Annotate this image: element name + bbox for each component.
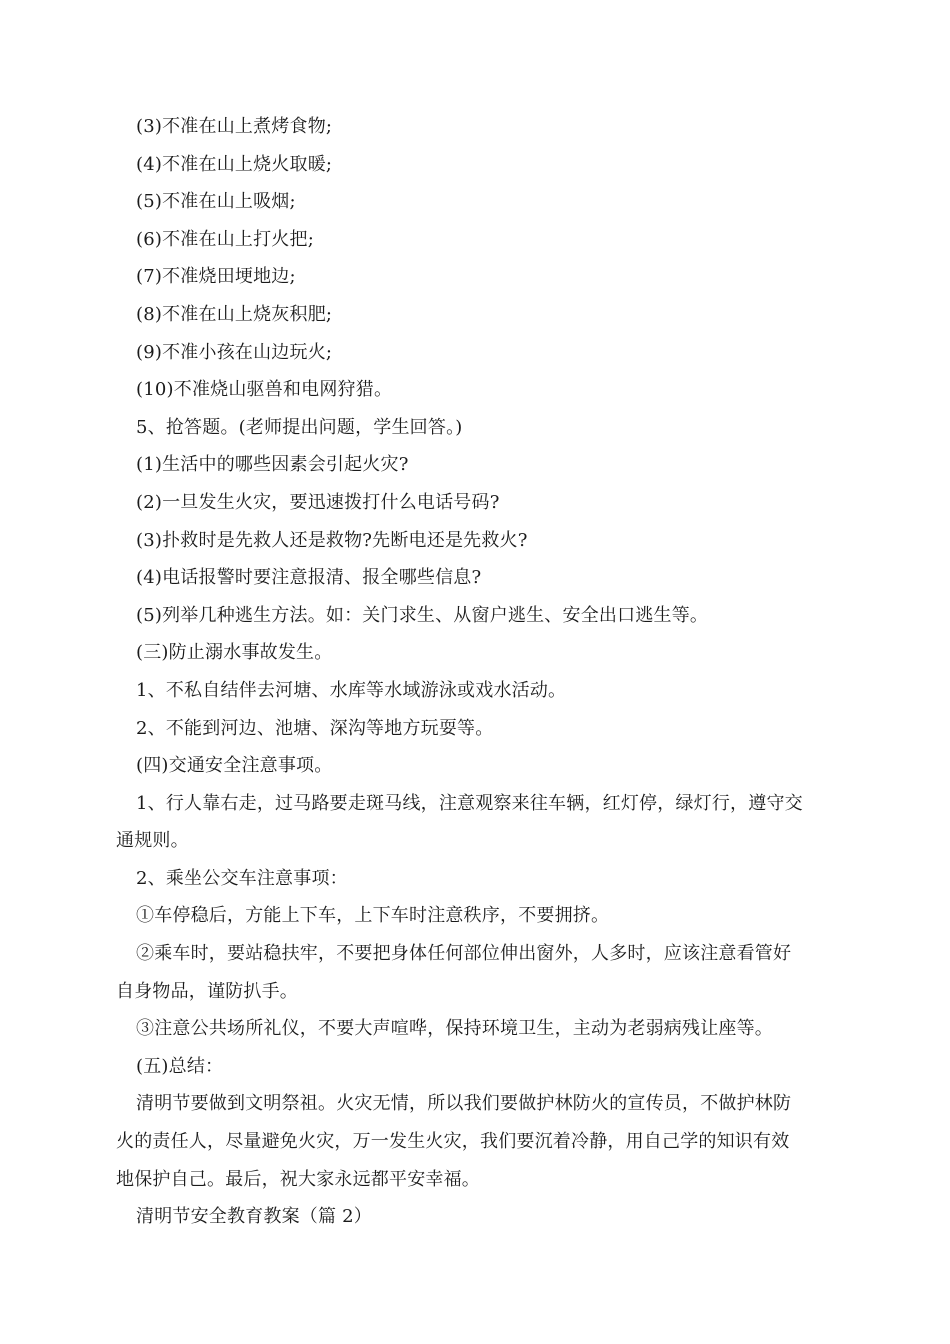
bus-note-1: ①车停稳后，方能上下车，上下车时注意秩序，不要拥挤。	[136, 905, 610, 927]
rule-item-6: (6)不准在山上打火把;	[136, 228, 314, 250]
summary-line-1: 清明节要做到文明祭祖。火灾无情，所以我们要做护林防火的宣传员，不做护林防	[136, 1093, 792, 1115]
rule-item-10: (10)不准烧山驱兽和电网狩猎。	[136, 379, 393, 401]
bus-notes-heading: 2、乘坐公交车注意事项：	[136, 867, 348, 889]
bus-note-2-line-2: 自身物品，谨防扒手。	[116, 980, 298, 1002]
summary-line-3: 地保护自己。最后，祝大家永远都平安幸福。	[116, 1168, 480, 1190]
quiz-question-5: (5)列举几种逃生方法。如：关门求生、从窗户逃生、安全出口逃生等。	[136, 604, 709, 626]
traffic-item-1-line-2: 通规则。	[116, 830, 189, 852]
summary-paragraph	[116, 1085, 838, 1198]
bus-note-2	[116, 935, 838, 1010]
quiz-question-2: (2)一旦发生火灾，要迅速拨打什么电话号码?	[136, 491, 500, 513]
section-summary-heading: (五)总结：	[136, 1055, 224, 1077]
rule-item-4: (4)不准在山上烧火取暖;	[136, 153, 333, 175]
bus-note-2-line-1: ②乘车时，要站稳扶牢，不要把身体任何部位伸出窗外，人多时，应该注意看管好	[136, 943, 792, 965]
summary-line-2: 火的责任人，尽量避免火灾，万一发生火灾，我们要沉着冷静，用自己学的知识有效	[116, 1131, 790, 1153]
drowning-item-1: 1、不私自结伴去河塘、水库等水域游泳或戏水活动。	[136, 679, 567, 701]
section-traffic-heading: (四)交通安全注意事项。	[136, 755, 333, 777]
rule-item-7: (7)不准烧田埂地边;	[136, 266, 296, 288]
next-lesson-title: 清明节安全教育教案（篇 2）	[136, 1206, 372, 1228]
quiz-heading: 5、抢答题。(老师提出问题，学生回答。)	[136, 416, 463, 438]
section-drowning-heading: (三)防止溺水事故发生。	[136, 642, 333, 664]
quiz-question-3: (3)扑救时是先救人还是救物?先断电还是先救火?	[136, 529, 528, 551]
drowning-item-2: 2、不能到河边、池塘、深沟等地方玩耍等。	[136, 717, 494, 739]
bus-note-3: ③注意公共场所礼仪，不要大声喧哗，保持环境卫生，主动为老弱病残让座等。	[136, 1018, 773, 1040]
quiz-question-1: (1)生活中的哪些因素会引起火灾?	[136, 454, 409, 476]
traffic-item-1-line-1: 1、行人靠右走，过马路要走斑马线，注意观察来往车辆，红灯停，绿灯行，遵守交	[136, 792, 803, 814]
traffic-item-1	[116, 785, 838, 860]
rule-item-3: (3)不准在山上煮烤食物;	[136, 116, 333, 137]
quiz-question-4: (4)电话报警时要注意报清、报全哪些信息?	[136, 567, 482, 589]
rule-item-8: (8)不准在山上烧灰积肥;	[136, 303, 333, 325]
document-body	[116, 108, 838, 1236]
rule-item-9: (9)不准小孩在山边玩火;	[136, 341, 333, 363]
rule-item-5: (5)不准在山上吸烟;	[136, 191, 296, 213]
